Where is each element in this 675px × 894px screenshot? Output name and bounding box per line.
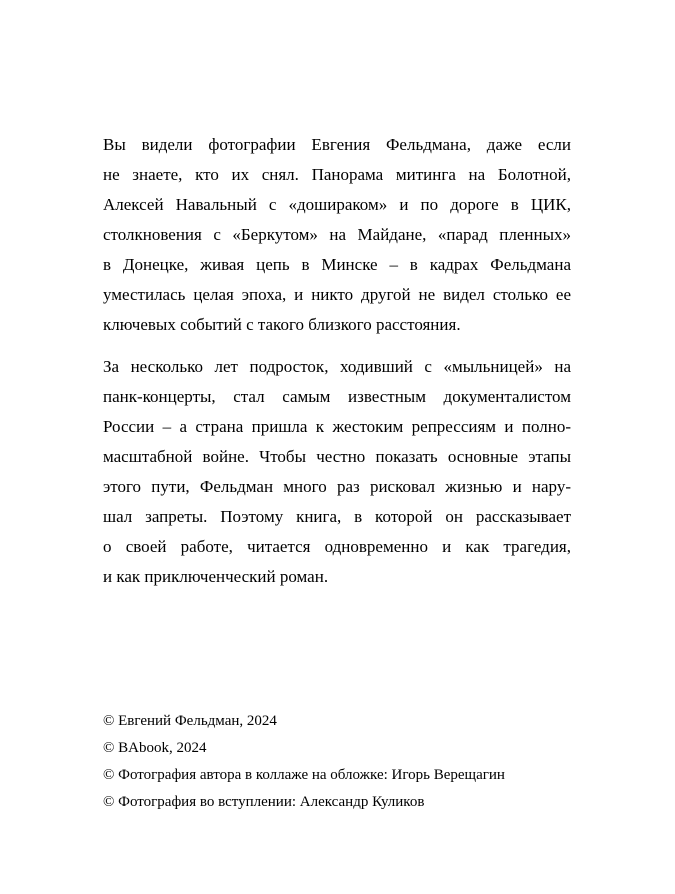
text-line: масштабной войне. Чтобы честно показать основные этапы: [103, 447, 571, 466]
text-line: и как приключенческий роман.: [103, 567, 329, 586]
copyright-block: [103, 708, 571, 816]
text-line: столкновения с «Беркутом» на Майдане, «парад пленных»: [103, 225, 571, 244]
text-line: уместилась целая эпоха, и никто другой не видел столько ее: [103, 285, 571, 304]
annotation-text: [103, 130, 571, 592]
text-line: Алексей Навальный с «дошираком» и по дороге в ЦИК,: [103, 195, 571, 214]
copyright-line-author: © Евгений Фельдман, 2024: [103, 713, 277, 729]
copyright-line-intro-photo: © Фотография во вступлении: Александр Куликов: [103, 794, 425, 810]
text-line: Вы видели фотографии Евгения Фельдмана, даже если: [103, 135, 571, 154]
text-line: не знаете, кто их снял. Панорама митинга на Болотной,: [103, 165, 571, 184]
text-line: За несколько лет подросток, ходивший с «мыльницей» на: [103, 357, 571, 376]
text-line: панк-концерты, стал самым известным документалистом: [103, 387, 571, 406]
copyright-line-publisher: © BAbook, 2024: [103, 740, 207, 756]
text-line: в Донецке, живая цепь в Минске – в кадрах Фельдмана: [103, 255, 571, 274]
annotation-paragraph-2: [103, 352, 571, 592]
text-line: шал запреты. Поэтому книга, в которой он рассказывает: [103, 507, 571, 526]
text-line: ключевых событий с такого близкого расстояния.: [103, 315, 461, 334]
text-line: о своей работе, читается одновременно и как трагедия,: [103, 537, 571, 556]
text-line: России – а страна пришла к жестоким репрессиям и полно-: [103, 417, 571, 436]
copyright-line-cover-photo: © Фотография автора в коллаже на обложке: Игорь Верещагин: [103, 767, 505, 783]
text-line: этого пути, Фельдман много раз рисковал жизнью и нару-: [103, 477, 571, 496]
annotation-paragraph-1: [103, 130, 571, 340]
